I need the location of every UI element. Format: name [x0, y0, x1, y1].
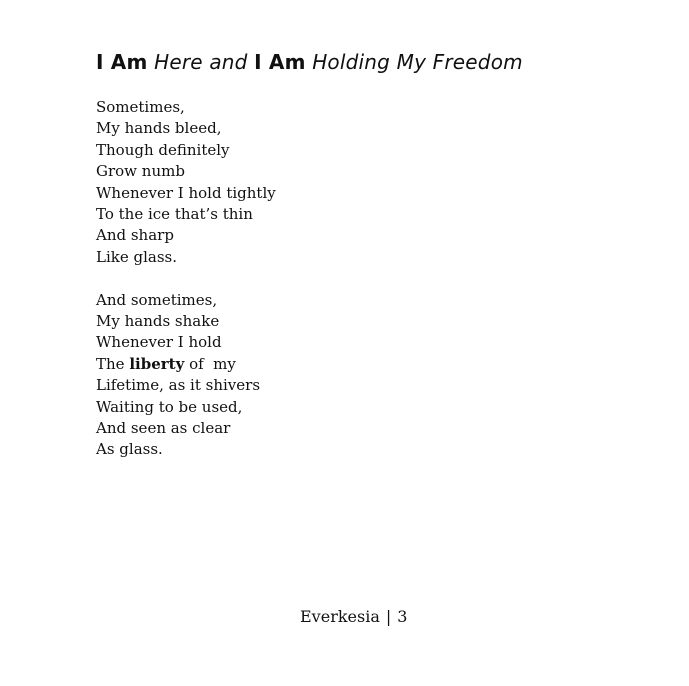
poem-line: Like glass. — [96, 247, 177, 266]
poem-line: Sometimes, — [96, 98, 185, 116]
poem-line: Whenever I hold — [96, 333, 222, 352]
poem-line: Though definitely — [96, 140, 230, 159]
poem-line: Lifetime, as it shivers — [96, 376, 261, 395]
title-part-2: Here and — [147, 50, 255, 74]
poem-line-liberty — [96, 354, 276, 375]
poem-line: And sharp — [96, 226, 174, 245]
stanza-1 — [96, 97, 276, 268]
poem-line: My hands shake — [96, 312, 220, 331]
title-part-3: I Am — [254, 50, 306, 74]
book-title: Everkesia — [300, 607, 380, 626]
poem-line: My hands bleed, — [96, 119, 222, 138]
title-part-1: I Am — [96, 50, 148, 74]
footer-separator: | — [385, 607, 392, 626]
liberty-post: of my — [184, 354, 236, 373]
poem-line: And sometimes, — [96, 290, 218, 309]
title-part-4: Holding My Freedom — [305, 50, 523, 74]
poem-line: Grow numb — [96, 162, 185, 181]
stanza-2 — [96, 290, 276, 461]
liberty-pre: The — [96, 354, 130, 373]
poem-line: Waiting to be used, — [96, 397, 243, 416]
poem-title — [96, 50, 523, 74]
page-number: 3 — [397, 607, 408, 626]
poem-line: As glass. — [96, 440, 163, 459]
poem-line: Whenever I hold tightly — [96, 183, 276, 202]
poem-line: And seen as clear — [96, 419, 231, 438]
poem-body — [96, 97, 276, 461]
liberty-word: liberty — [129, 354, 185, 373]
page-footer — [300, 607, 407, 626]
poem-line: To the ice that’s thin — [96, 205, 253, 224]
